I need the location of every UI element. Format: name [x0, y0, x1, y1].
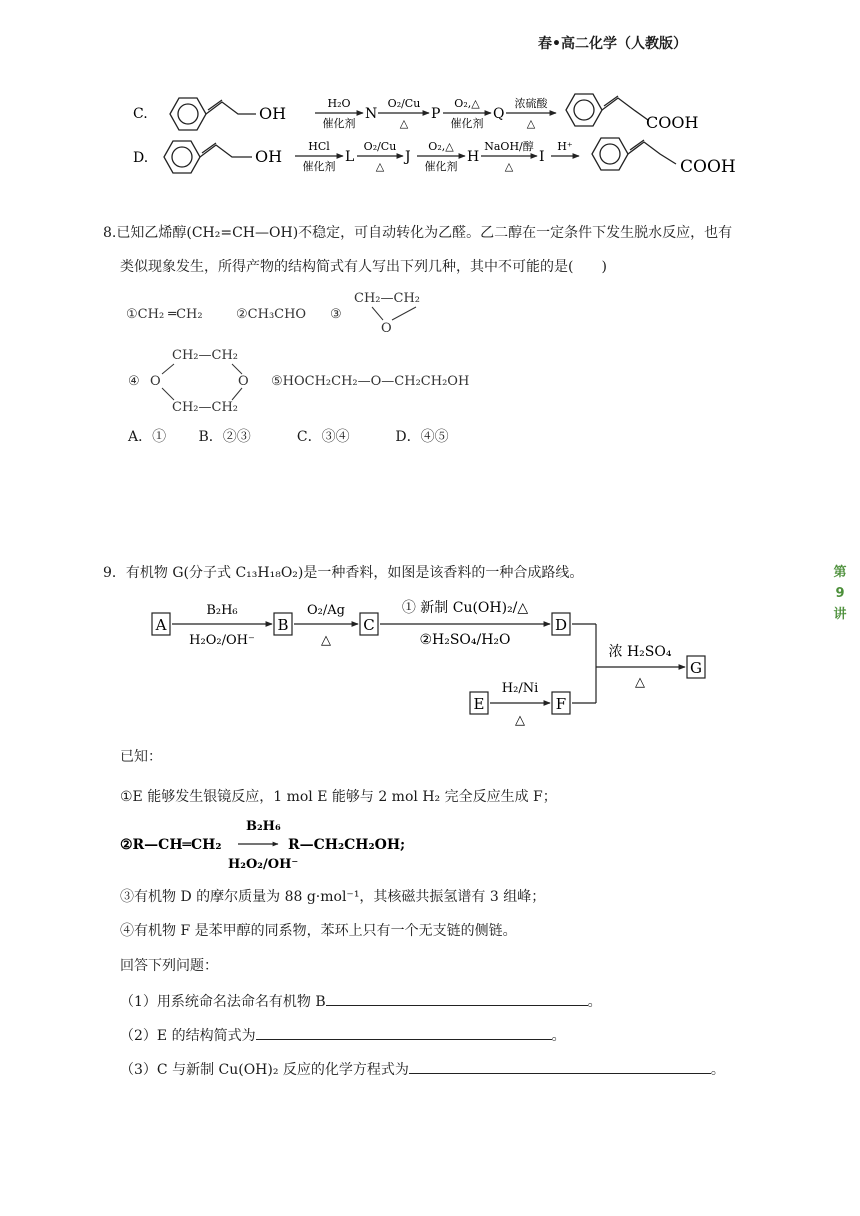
- q9-part-1: [120, 991, 602, 1011]
- q8-structure-1: ①CH₂ ═CH₂: [126, 307, 203, 322]
- q7-d-step5-top: H⁺: [557, 140, 573, 153]
- q9-part-1-answer-blank[interactable]: [326, 991, 588, 1006]
- q9-part-2-answer-blank[interactable]: [256, 1025, 552, 1040]
- benzene-ring-icon: [566, 94, 648, 126]
- q8-structure-2: ②CH₃CHO: [236, 307, 307, 322]
- q9-part-3-end: 。: [710, 1062, 725, 1078]
- bc-reagent-bottom: △: [321, 633, 331, 648]
- q9-known-title: 已知：: [120, 749, 162, 765]
- q8-structure-3-top: CH₂—CH₂: [354, 291, 420, 306]
- known-2-reactant: ②R—CH═CH₂: [120, 837, 222, 853]
- q7-d-product-h: H: [467, 149, 480, 165]
- q9-synthesis-flowchart: [140, 590, 730, 730]
- node-f: F: [555, 695, 567, 713]
- q8-structure-3-o: O: [381, 321, 392, 336]
- q7-c-end-group: COOH: [646, 113, 699, 132]
- benzene-ring-icon: [170, 98, 256, 130]
- side-char-1: 第: [833, 565, 847, 580]
- q7-c-step2-top: O₂/Cu: [387, 97, 421, 110]
- g-reagent-bottom: △: [635, 675, 645, 690]
- q8-structure-4-top: CH₂—CH₂: [172, 348, 238, 363]
- page-header: 春•高二化学（人教版）: [538, 36, 687, 52]
- q8-stem-line1: 8.已知乙烯醇(CH₂=CH—OH)不稳定，可自动转化为乙醛。乙二醇在一定条件下发生脱水反应，也有: [103, 225, 733, 241]
- q8-structure-5: ⑤HOCH₂CH₂—O—CH₂CH₂OH: [271, 374, 470, 389]
- q7-c-step4-bottom: △: [526, 117, 536, 130]
- q7-d-step1-top: HCl: [308, 140, 330, 153]
- q7-option-c-label: C.: [133, 106, 148, 122]
- cd-reagent-bottom: ②H₂SO₄/H₂O: [419, 632, 511, 648]
- known-2-product: R—CH₂CH₂OH;: [288, 837, 406, 853]
- q7-d-step4-top: NaOH/醇: [484, 140, 534, 153]
- node-a: A: [155, 616, 167, 634]
- ab-reagent-bottom: H₂O₂/OH⁻: [189, 633, 255, 648]
- q9-answer-title: 回答下列问题：: [120, 958, 218, 974]
- q9-part-1-text: （1）用系统命名法命名有机物 B: [120, 994, 326, 1010]
- q7-d-step2-bottom: △: [375, 160, 385, 173]
- q7-c-step2-bottom: △: [399, 117, 409, 130]
- g-reagent-top: 浓 H₂SO₄: [608, 644, 672, 660]
- ef-reagent-top: H₂/Ni: [501, 681, 539, 696]
- lesson-side-label: [829, 562, 851, 625]
- q7-d-step1-bottom: 催化剂: [302, 160, 336, 173]
- q7-d-product-j: J: [405, 149, 411, 165]
- q9-part-2-end: 。: [551, 1028, 566, 1044]
- q8-structure-3-num: ③: [330, 307, 342, 322]
- benzene-ring-icon: [164, 141, 252, 173]
- q8-structure-4-bottom: CH₂—CH₂: [172, 400, 238, 415]
- q9-known-2-reaction: [110, 810, 450, 876]
- q7-d-product-l: L: [345, 149, 355, 165]
- q7-c-product-q: Q: [493, 106, 505, 122]
- q9-part-2: [120, 1025, 566, 1045]
- q8-structure-4-o-right: O: [238, 374, 249, 389]
- q7-d-step2-top: O₂/Cu: [363, 140, 397, 153]
- q7-c-step1-top: H₂O: [327, 97, 351, 110]
- q9-part-3-text: （3）C 与新制 Cu(OH)₂ 反应的化学方程式为: [120, 1062, 409, 1078]
- q9-part-3-answer-blank[interactable]: [409, 1059, 711, 1074]
- q8-option-b: B．②③: [198, 429, 251, 445]
- q7-d-step3-bottom: 催化剂: [424, 160, 458, 173]
- known-2-reagent-bottom: H₂O₂/OH⁻: [228, 857, 299, 872]
- q9-known-1: ①E 能够发生银镜反应，1 mol E 能够与 2 mol H₂ 完全反应生成 F；: [120, 789, 557, 805]
- q8-options: [128, 426, 449, 446]
- q7-c-step3-bottom: 催化剂: [450, 117, 484, 130]
- q9-part-2-text: （2）E 的结构简式为: [120, 1028, 256, 1044]
- q8-option-d: D．④⑤: [395, 429, 449, 445]
- q7-schemes: [0, 80, 860, 190]
- q8-structure-4-num: ④: [128, 374, 140, 389]
- q9-stem: 9．有机物 G(分子式 C₁₃H₁₈O₂)是一种香料，如图是该香料的一种合成路线。: [103, 565, 584, 581]
- q8-stem-line2: 类似现象发生，所得产物的结构简式有人写出下列几种，其中不可能的是( ): [120, 259, 607, 275]
- ef-reagent-bottom: △: [515, 713, 525, 728]
- node-c: C: [363, 616, 375, 634]
- q7-option-d-label: D.: [133, 150, 149, 166]
- q8-structures: [0, 280, 860, 420]
- benzene-ring-icon: [592, 138, 676, 170]
- q7-d-start-group: OH: [255, 147, 283, 166]
- q8-structure-4-o-left: O: [150, 374, 161, 389]
- q7-d-step3-top: O₂,△: [428, 140, 454, 153]
- q7-d-end-group: COOH: [680, 157, 736, 177]
- q7-d-product-i: I: [539, 149, 545, 165]
- known-2-reagent-top: B₂H₆: [246, 819, 281, 834]
- q7-c-step3-top: O₂,△: [454, 97, 480, 110]
- q7-d-step4-bottom: △: [504, 160, 514, 173]
- q7-c-step1-bottom: 催化剂: [322, 117, 356, 130]
- q7-c-step4-top: 浓硫酸: [514, 97, 548, 110]
- side-char-2: 9: [835, 586, 845, 601]
- q9-known-3: ③有机物 D 的摩尔质量为 88 g·mol⁻¹，其核磁共振氢谱有 3 组峰；: [120, 889, 546, 905]
- q9-known-4: ④有机物 F 是苯甲醇的同系物，苯环上只有一个无支链的侧链。: [120, 923, 517, 939]
- node-g: G: [690, 659, 702, 677]
- q9-part-3: [120, 1059, 725, 1079]
- q7-c-product-n: N: [365, 106, 378, 122]
- q9-part-1-end: 。: [587, 994, 602, 1010]
- side-char-3: 讲: [833, 607, 847, 622]
- q7-c-start-group: OH: [259, 104, 287, 123]
- node-b: B: [277, 616, 289, 634]
- node-d: D: [554, 616, 568, 634]
- q8-option-c: C．③④: [296, 429, 350, 445]
- ab-reagent-top: B₂H₆: [206, 603, 238, 618]
- q8-option-a: A．①: [128, 429, 167, 445]
- q7-c-product-p: P: [431, 106, 441, 122]
- node-e: E: [473, 695, 485, 713]
- cd-reagent-top: ① 新制 Cu(OH)₂/△: [401, 600, 529, 616]
- bc-reagent-top: O₂/Ag: [307, 603, 345, 618]
